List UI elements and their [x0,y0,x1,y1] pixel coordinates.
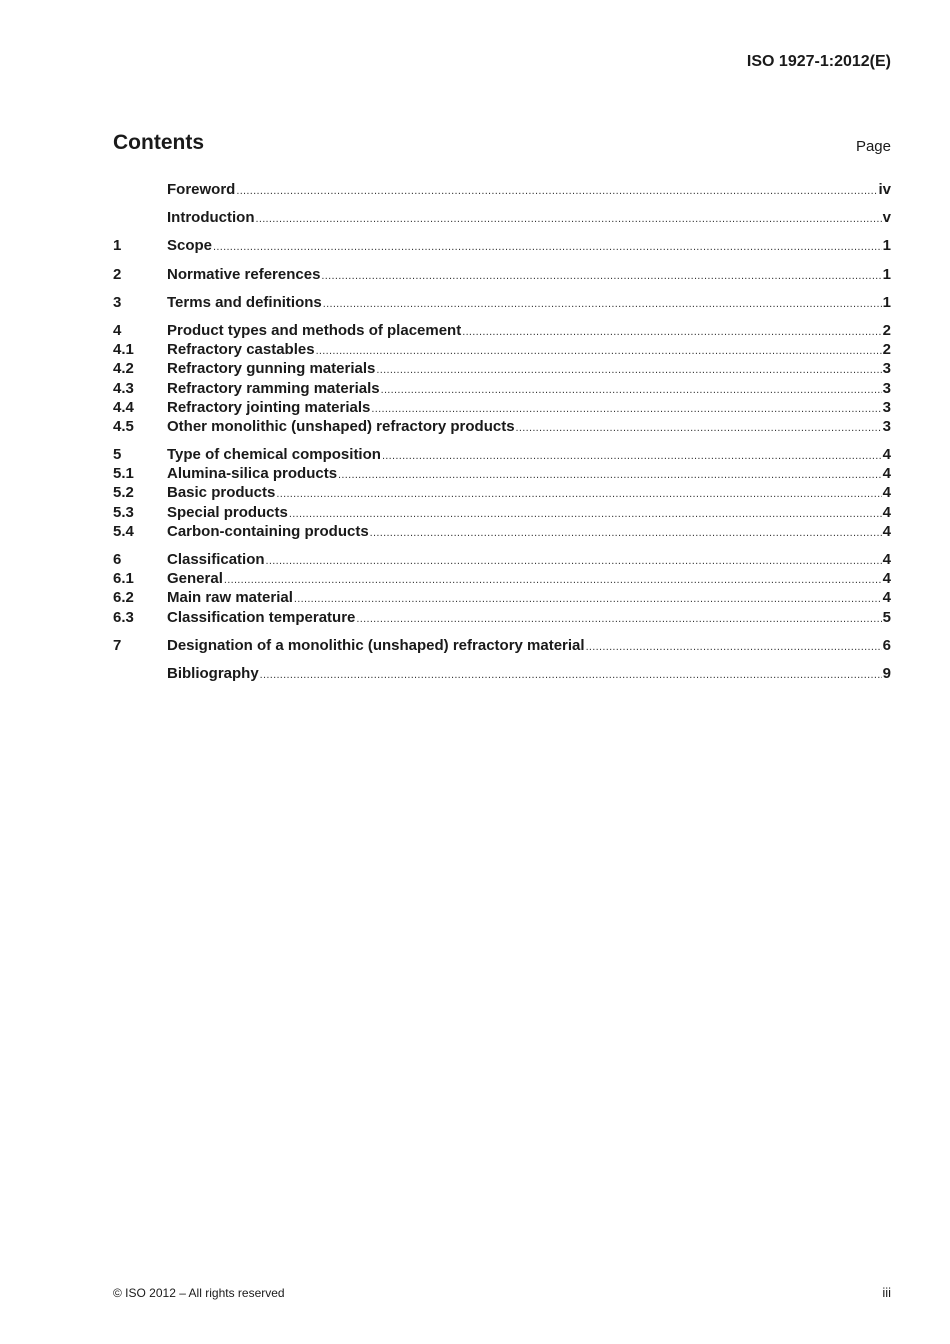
dot-leader [321,267,881,286]
toc-entry-page: 4 [882,503,891,521]
toc-entry-number: 7 [113,636,122,654]
toc-entry-page: 4 [882,522,891,540]
toc-entry-page: 5 [882,608,891,626]
dot-leader [255,210,881,229]
page-column-label: Page [855,138,891,155]
toc-entry-title: Normative references [167,265,321,283]
toc-entry-title: Bibliography [167,664,259,682]
toc-entry-number: 4.1 [113,341,134,359]
dot-leader [382,447,882,466]
toc-entry-5-3[interactable] [113,503,891,522]
toc-entry-page: 4 [882,551,891,568]
toc-entry-4-3[interactable] [113,379,891,398]
toc-entry-number: 4 [113,321,122,339]
toc-entry-5-2[interactable] [113,483,891,502]
dot-leader [266,552,882,571]
toc-entry-page: 4 [882,446,891,464]
toc-entry-number: 2 [113,265,122,283]
footer-page-number: iii [882,1285,891,1300]
dot-leader [316,342,882,361]
toc-entry-page: 9 [882,664,891,682]
document-id: ISO 1927-1:2012(E) [746,53,891,70]
dot-leader [370,524,882,543]
toc-entry-5[interactable] [113,445,891,464]
toc-entry-4-1[interactable] [113,340,891,359]
dot-leader [213,238,882,257]
toc-entry-5-1[interactable] [113,464,891,483]
toc-entry-title: Introduction [167,209,255,227]
dot-leader [381,381,882,400]
dot-leader [236,182,877,201]
toc-entry-title: Scope [167,237,213,255]
toc-entry-page: 3 [882,417,891,435]
toc-entry-title: Main raw material [167,589,293,607]
dot-leader [294,590,882,609]
toc-entry-4-5[interactable] [113,417,891,436]
dot-leader [260,666,882,685]
toc-entry-6-2[interactable] [113,588,891,607]
dot-leader [356,610,881,629]
toc-entry-title: Designation of a monolithic (unshaped) refractory material [167,636,585,654]
toc-entry-title: Refractory ramming materials [167,379,380,397]
toc-entry-number: 6.3 [113,608,134,626]
toc-entry-6-3[interactable] [113,608,891,627]
toc-entry-7[interactable] [113,636,891,655]
toc-entry-title: Classification temperature [167,608,356,626]
toc-entry-page: 4 [882,589,891,607]
toc-entry-page: iv [878,181,891,198]
toc-entry-title: Alumina-silica products [167,465,338,483]
toc-entry-number: 5.2 [113,484,134,502]
toc-entry-page: 1 [882,293,891,311]
toc-entry-page: 4 [882,465,891,483]
toc-entry-2[interactable] [113,265,891,284]
toc-entry-page: 2 [882,321,891,339]
toc-entry-4-4[interactable] [113,398,891,417]
toc-entry-title: Carbon-containing products [167,522,369,540]
toc-entry-page: 4 [882,484,891,502]
toc-entry-number: 5.3 [113,503,134,521]
toc-entry-page: 1 [882,237,891,255]
contents-heading: Contents [113,131,204,154]
dot-leader [516,419,882,438]
toc-entry-6-1[interactable] [113,569,891,588]
toc-entry-bibliography[interactable] [113,664,891,683]
footer-copyright: © ISO 2012 – All rights reserved [113,1286,285,1300]
toc-entry-number: 6.2 [113,589,134,607]
toc-entry-introduction[interactable] [113,208,891,227]
dot-leader [323,295,882,314]
toc-entry-title: Other monolithic (unshaped) refractory products [167,417,515,435]
toc-entry-page: 1 [882,265,891,283]
dot-leader [586,638,882,657]
toc-entry-6[interactable] [113,550,891,569]
toc-entry-number: 5.1 [113,465,134,483]
toc-entry-number: 5.4 [113,522,134,540]
toc-entry-1[interactable] [113,236,891,255]
toc-entry-title: Terms and definitions [167,293,322,311]
toc-entry-number: 1 [113,237,122,255]
toc-entry-number: 4.2 [113,360,134,378]
toc-entry-title: Foreword [167,181,236,198]
toc-entry-title: Type of chemical composition [167,446,381,464]
toc-entry-page: 6 [882,636,891,654]
toc-entry-title: Classification [167,551,265,568]
toc-entry-number: 4.4 [113,398,134,416]
dot-leader [276,485,881,504]
toc-entry-page: 4 [882,570,891,588]
dot-leader [338,466,882,485]
toc-entry-title: Refractory jointing materials [167,398,371,416]
toc-entry-page: 3 [882,398,891,416]
dot-leader [224,571,882,590]
toc-entry-title: Special products [167,503,288,521]
dot-leader [289,505,882,524]
toc-entry-title: Basic products [167,484,276,502]
toc-entry-number: 3 [113,293,122,311]
toc-entry-title: Product types and methods of placement [167,321,462,339]
toc-entry-5-4[interactable] [113,522,891,541]
toc-entry-number: 6 [113,551,122,568]
toc-entry-number: 4.3 [113,379,134,397]
toc-entry-title: Refractory gunning materials [167,360,376,378]
toc-entry-number: 5 [113,446,122,464]
dot-leader [371,400,881,419]
dot-leader [462,323,881,342]
toc-entry-page: 3 [882,379,891,397]
toc-entry-title: Refractory castables [167,341,315,359]
toc-entry-page: 3 [882,360,891,378]
toc-entry-number: 6.1 [113,570,134,588]
toc-entry-4-2[interactable] [113,359,891,378]
table-of-contents [113,180,891,683]
toc-entry-number: 4.5 [113,417,134,435]
toc-entry-title: General [167,570,223,588]
toc-entry-4[interactable] [113,321,891,340]
dot-leader [376,361,881,380]
toc-entry-page: v [882,209,891,227]
toc-entry-3[interactable] [113,293,891,312]
toc-entry-page: 2 [882,341,891,359]
toc-entry-foreword[interactable] [113,180,891,199]
